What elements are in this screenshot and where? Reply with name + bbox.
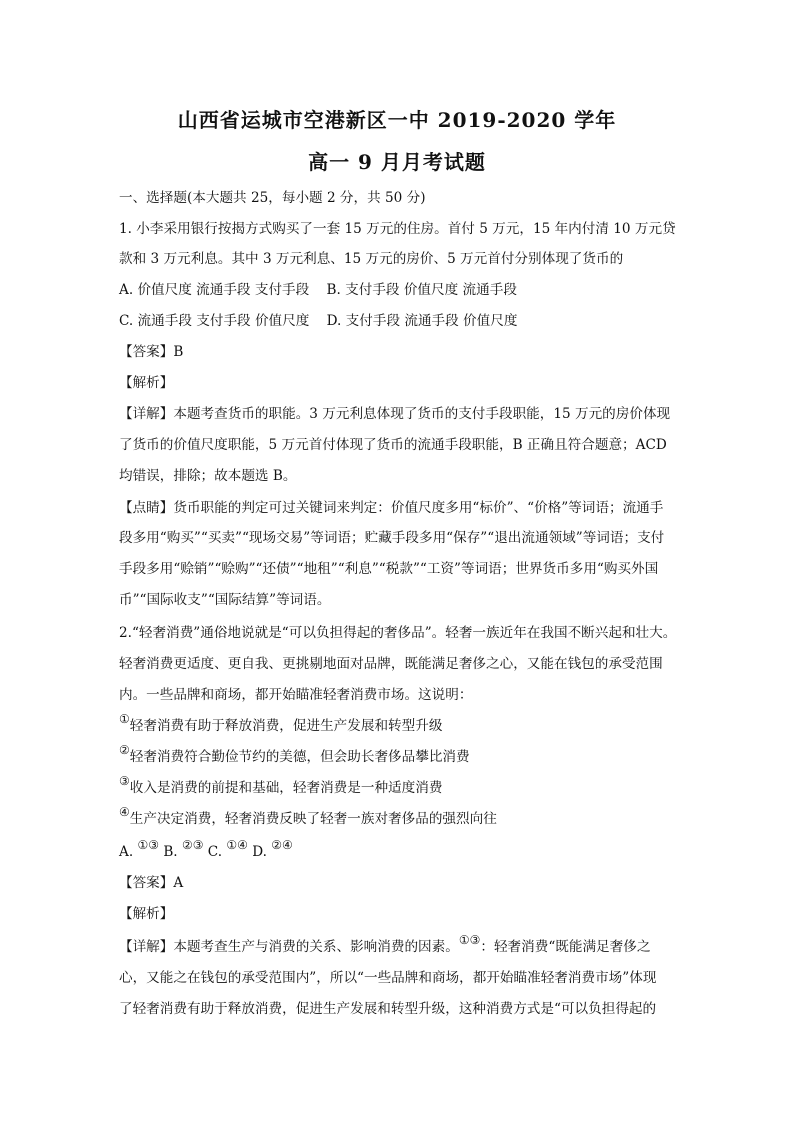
q2-detail-line2: 心，又能之在钱包的承受范围内”，所以“一些品牌和商场，都开始瞄准轻奢消费市场”体现 [119,970,657,986]
q1-detail-line2: 了货币的价值尺度职能，5 万元首付体现了货币的流通手段职能，B 正确且符合题意；ACD [119,437,667,453]
q2-item-4-text: 生产决定消费，轻奢消费反映了轻奢一族对奢侈品的强烈向往 [129,811,497,827]
q1-options-line2: C. 流通手段 支付手段 价值尺度 D. 支付手段 流通手段 价值尺度 [119,313,518,329]
q2-stem-line1: 2.“轻奢消费”通俗地说就是“可以负担得起的奢侈品”。轻奢一族近年在我国不断兴起和壮大。 [119,625,677,641]
q2-detail-line1-a: 【详解】本题考查生产与消费的关系、影响消费的因素。 [119,939,459,955]
q1-detail-line3: 均错误，排除；故本题选 B。 [119,468,297,484]
q2-stem-line3: 内。一些品牌和商场，都开始瞄准轻奢消费市场。这说明： [119,687,473,703]
q2-detail-line3: 了轻奢消费有助于释放消费，促进生产发展和转型升级，这种消费方式是“可以负担得起的 [119,1001,657,1017]
q1-analysis-heading: 【解析】 [119,375,174,391]
q2-choice-b-label: B. [163,844,178,860]
q1-stem-line2: 款和 3 万元利息。其中 3 万元利息、15 万元的房价、5 万元首付分别体现了货币的 [119,251,624,267]
q1-stem-line1: 1. 小李采用银行按揭方式购买了一套 15 万元的住房。首付 5 万元，15 年内付清 10 万元贷 [119,221,676,237]
q2-choice-d-marks: ②④ [271,838,293,852]
q1-tip-line3: 手段多用“赊销”“赊购”“还债”“地租”“利息”“税款”“工资”等词语；世界货币多用“购买外国 [119,561,659,577]
q1-tip-line2: 段多用“购买”“买卖”“现场交易”等词语；贮藏手段多用“保存”“退出流通领域”等词语；支付 [119,530,665,546]
q2-item-1-mark: ① [119,712,130,726]
q2-answer: 【答案】A [119,875,184,891]
q1-tip-line1: 【点睛】货币职能的判定可过关键词来判定：价值尺度多用“标价”、“价格”等词语；流通手 [119,500,664,516]
q2-choice-a-label: A. [119,844,134,860]
q2-item-2-mark: ② [119,743,130,757]
q2-item-3 [119,774,679,797]
q2-choice-c-marks: ①④ [226,838,248,852]
q2-item-2-text: 轻奢消费符合勤俭节约的美德，但会助长奢侈品攀比消费 [129,749,470,765]
q2-detail-line1-b: ：轻奢消费“既能满足奢侈之 [480,939,651,955]
q2-item-1 [119,712,679,735]
section-heading: 一、选择题(本大题共 25，每小题 2 分，共 50 分) [119,190,426,206]
q2-stem-line2: 轻奢消费更适度、更自我、更挑剔地面对品牌，既能满足奢侈之心，又能在钱包的承受范围 [119,656,663,672]
q2-choice-b-marks: ②③ [181,838,204,852]
q2-detail-line1 [119,933,679,956]
q2-item-4-mark: ④ [119,805,130,819]
document-title-line1: 山西省运城市空港新区一中 2019-2020 学年 [177,108,617,132]
q1-options-line1: A. 价值尺度 流通手段 支付手段 B. 支付手段 价值尺度 流通手段 [119,282,517,298]
q2-choices [119,838,679,861]
q2-item-3-text: 收入是消费的前提和基础，轻奢消费是一种适度消费 [129,780,443,796]
q2-choice-c-label: C. [207,844,223,860]
q2-item-3-mark: ③ [119,774,130,788]
q2-item-1-text: 轻奢消费有助于释放消费，促进生产发展和转型升级 [129,718,443,734]
q1-answer: 【答案】B [119,344,184,360]
q1-detail-line1: 【详解】本题考查货币的职能。3 万元利息体现了货币的支付手段职能，15 万元的房价体现 [119,406,671,422]
document-title-line2: 高一 9 月月考试题 [308,150,486,174]
q2-item-2 [119,743,679,766]
q2-item-4 [119,805,679,828]
q2-choice-a-marks: ①③ [137,838,159,852]
q2-analysis-heading: 【解析】 [119,906,174,922]
q2-choice-d-label: D. [252,844,267,860]
q2-detail-line1-marks: ①③ [458,933,481,947]
q1-tip-line4: 币”“国际收支”“国际结算”等词语。 [119,592,331,608]
